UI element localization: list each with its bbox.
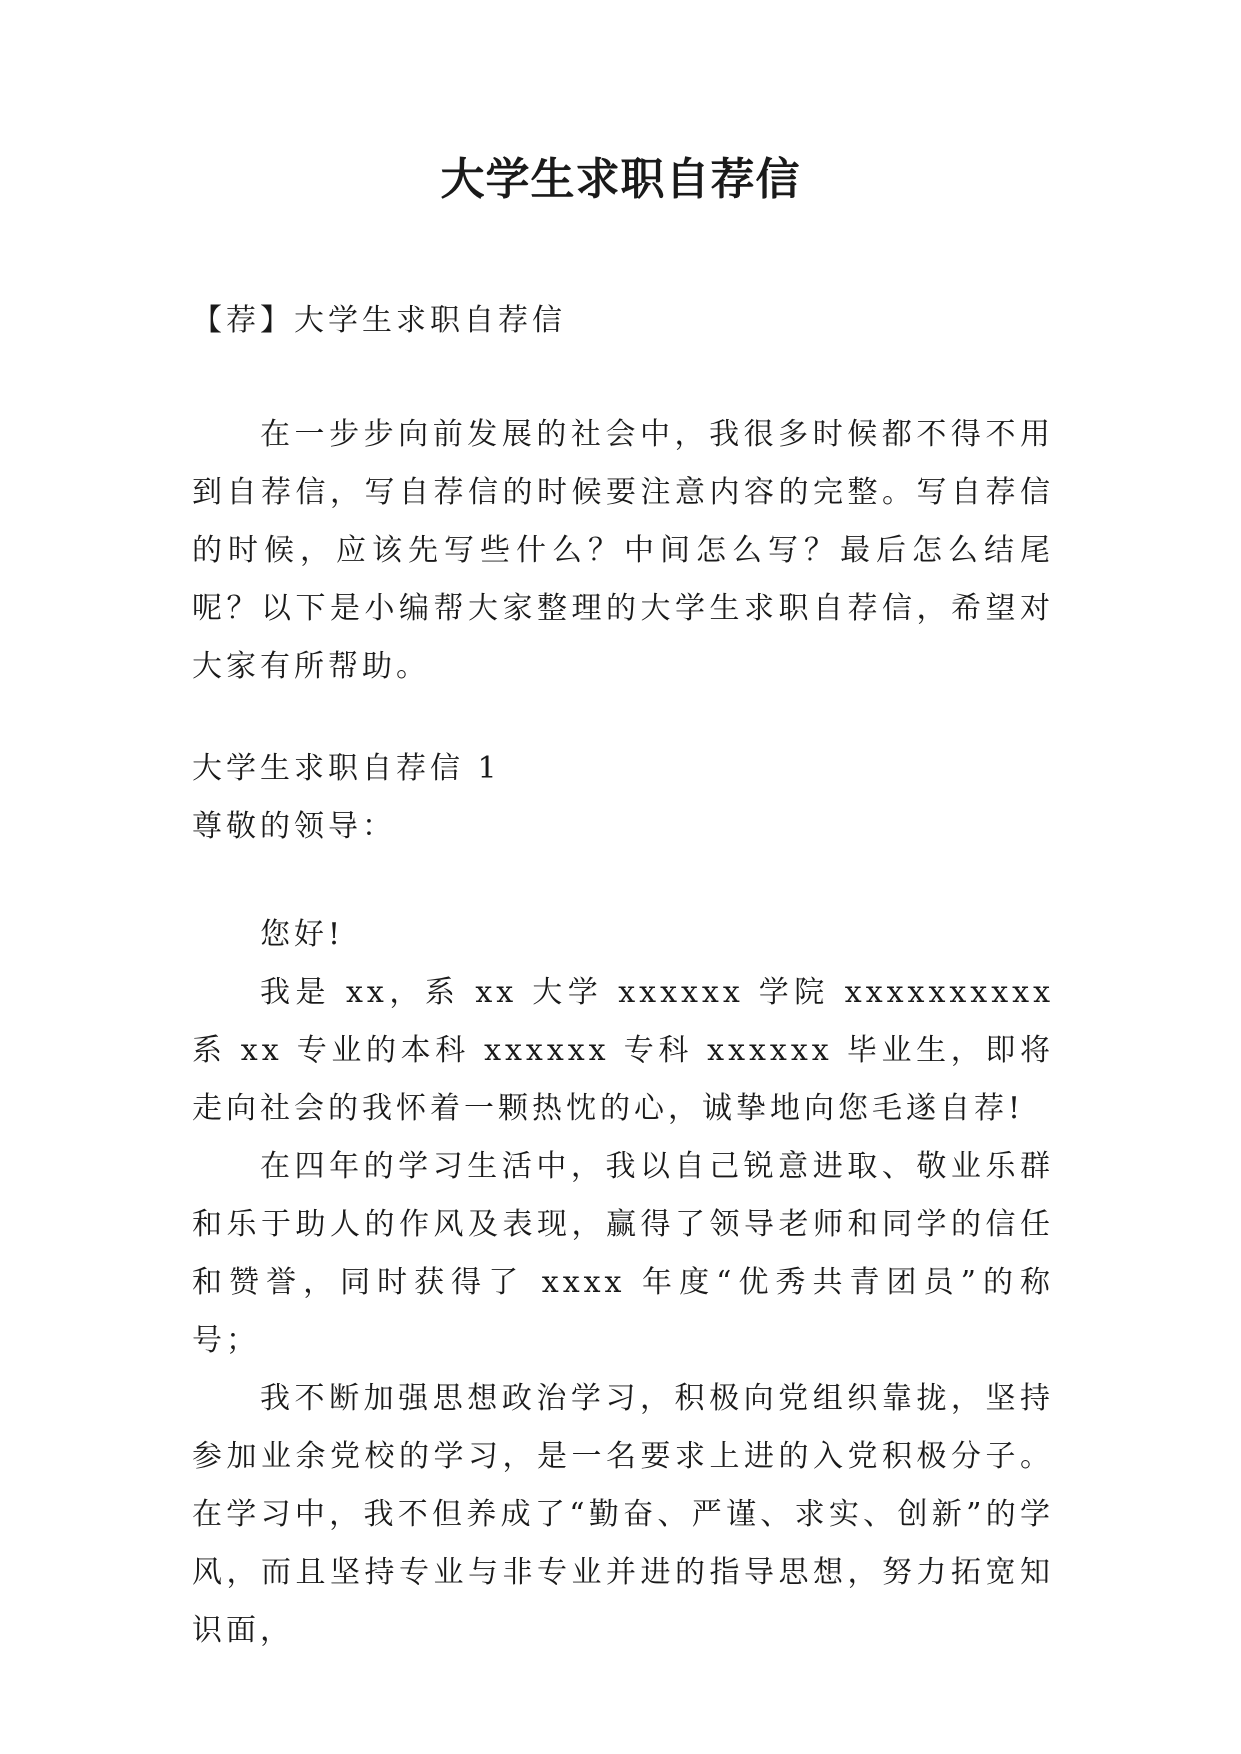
body-paragraph: 我是 xx，系 xx 大学 xxxxxx 学院 xxxxxxxxxx 系 xx 专业的本科 xxxxxx 专科 xxxxxx 毕业生，即将走向社会的我怀着一颗热忱的心，诚挚地向您毛遂自荐!: [192, 975, 1054, 1126]
body-paragraph: 在四年的学习生活中，我以自己锐意进取、敬业乐群和乐于助人的作风及表现，赢得了领导老师和同学的信任和赞誉，同时获得了 xxxx 年度“优秀共青团员”的称号；: [192, 1149, 1054, 1358]
spacer: [192, 350, 1054, 406]
body-paragraph: 我不断加强思想政治学习，积极向党组织靠拢，坚持参加业余党校的学习，是一名要求上进的入党积极分子。在学习中，我不但养成了“勤奋、严谨、求实、创新”的学风，而且坚持专业与非专业并进的指导思想，努力拓宽知识面，: [192, 1381, 1054, 1648]
salutation: 尊敬的领导：: [192, 809, 396, 844]
section-heading: 大学生求职自荐信 1: [192, 751, 501, 786]
spacer: [192, 856, 1054, 906]
intro-paragraph: 在一步步向前发展的社会中，我很多时候都不得不用到自荐信，写自荐信的时候要注意内容的完整。写自荐信的时候，应该先写些什么？中间怎么写？最后怎么结尾呢？以下是小编帮大家整理的大学生求职自荐信，希望对大家有所帮助。: [192, 417, 1054, 684]
document-body: [192, 292, 1054, 1660]
spacer: [192, 696, 1054, 740]
document-subtitle: 【荐】大学生求职自荐信: [192, 303, 566, 338]
greeting: 您好!: [260, 917, 345, 952]
document-title: 大学生求职自荐信: [440, 154, 801, 205]
